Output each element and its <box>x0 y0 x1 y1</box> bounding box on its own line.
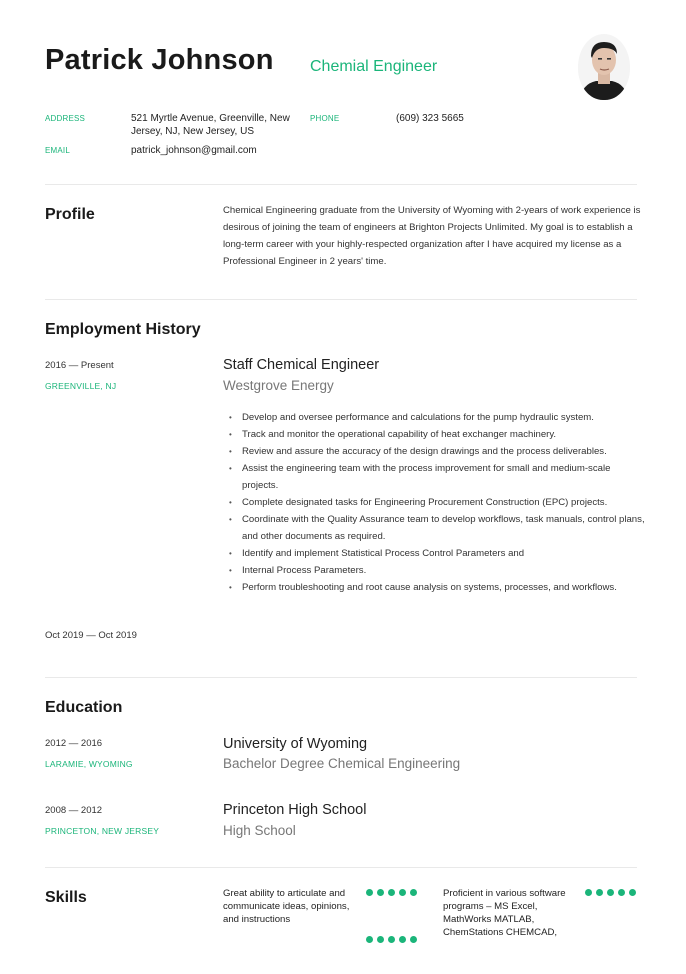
address-label: ADDRESS <box>45 114 86 123</box>
rating-dot <box>388 936 395 943</box>
phone-label: PHONE <box>310 114 340 123</box>
divider <box>45 677 637 678</box>
education-location: LARAMIE, WYOMING <box>45 759 133 769</box>
skill-rating <box>585 889 636 896</box>
rating-dot <box>607 889 614 896</box>
job-title: Chemial Engineer <box>310 58 438 75</box>
job-company: Westgrove Energy <box>223 378 334 393</box>
avatar-image <box>578 34 630 100</box>
skill-description: Great ability to articulate and communicate ideas, opinions, and instructions <box>223 888 350 925</box>
profile-text: Chemical Engineering graduate from the University of Wyoming with 2-years of work experience is desirous of joining the team of engineers at Brighton Projects Unlimited. My goal is to establish a long-term career with your highly-respected organization after I have acquired my license as a Professional Engineer in 2 years' time. <box>223 205 641 267</box>
list-item: • Review and assure the accuracy of the design drawings and the process deliverables. <box>229 443 649 460</box>
education-dates: 2008 — 2012 <box>45 805 103 816</box>
list-item: • Coordinate with the Quality Assurance team to develop workflows, task manuals, control plans, and other documents as required. <box>229 511 649 545</box>
degree-name: Bachelor Degree Chemical Engineering <box>223 756 461 771</box>
job-dates: Oct 2019 — Oct 2019 <box>45 630 137 641</box>
divider <box>45 867 637 868</box>
skill-rating <box>366 936 417 943</box>
rating-dot <box>585 889 592 896</box>
rating-dot <box>377 936 384 943</box>
candidate-name: Patrick Johnson <box>45 44 274 76</box>
phone-value: (609) 323 5665 <box>396 113 464 124</box>
list-item: • Assist the engineering team with the process improvement for small and medium-scale projects. <box>229 460 649 494</box>
list-item: • Develop and oversee performance and calculations for the pump hydraulic system. <box>229 409 649 426</box>
rating-dot <box>399 936 406 943</box>
education-location: PRINCETON, NEW JERSEY <box>45 826 160 836</box>
school-name: Princeton High School <box>223 802 367 818</box>
list-item: • Identify and implement Statistical Process Control Parameters and <box>229 545 649 562</box>
list-item: • Internal Process Parameters. <box>229 562 649 579</box>
email-value[interactable]: patrick_johnson@gmail.com <box>131 145 257 156</box>
rating-dot <box>388 889 395 896</box>
list-item: • Complete designated tasks for Engineering Procurement Construction (EPC) projects. <box>229 494 649 511</box>
profile-photo <box>578 34 630 100</box>
school-name: University of Wyoming <box>223 736 368 752</box>
address-value: 521 Myrtle Avenue, Greenville, New Jersey, NJ, New Jersey, US <box>131 113 290 137</box>
job-responsibilities-list <box>229 409 649 596</box>
rating-dot <box>377 889 384 896</box>
rating-dot <box>410 889 417 896</box>
email-label: EMAIL <box>45 146 71 155</box>
rating-dot <box>618 889 625 896</box>
job-location: GREENVILLE, NJ <box>45 381 117 391</box>
rating-dot <box>399 889 406 896</box>
list-item: • Track and monitor the operational capability of heat exchanger machinery. <box>229 426 649 443</box>
rating-dot <box>629 889 636 896</box>
education-dates: 2012 — 2016 <box>45 738 103 749</box>
skill-description: Proficient in various software programs – MS Excel, MathWorks MATLAB, ChemStations CHEMCAD, <box>443 888 566 938</box>
rating-dot <box>410 936 417 943</box>
list-item: • Perform troubleshooting and root cause analysis on systems, processes, and workflows. <box>229 579 649 596</box>
skill-rating <box>366 889 417 896</box>
job-position: Staff Chemical Engineer <box>223 357 380 373</box>
skills-section-title: Skills <box>45 889 87 906</box>
rating-dot <box>366 936 373 943</box>
degree-name: High School <box>223 823 296 838</box>
profile-section-title: Profile <box>45 206 95 223</box>
divider <box>45 299 637 300</box>
education-section-title: Education <box>45 699 123 716</box>
divider <box>45 184 637 185</box>
job-dates: 2016 — Present <box>45 360 114 371</box>
rating-dot <box>596 889 603 896</box>
employment-section-title: Employment History <box>45 321 201 338</box>
rating-dot <box>366 889 373 896</box>
